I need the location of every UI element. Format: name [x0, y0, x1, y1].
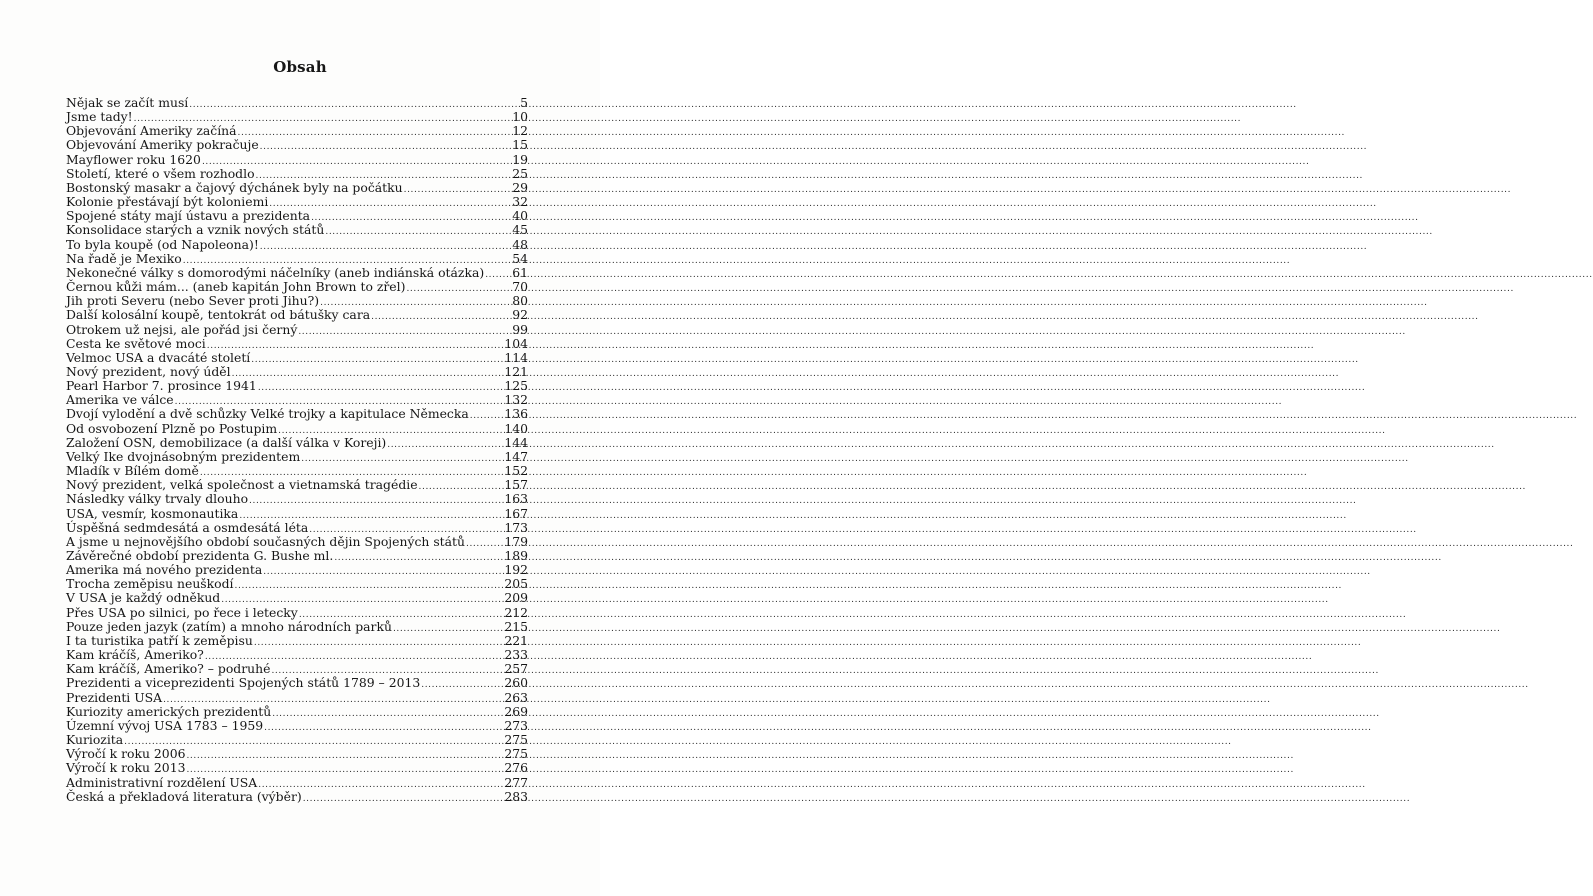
toc-entry — [66, 407, 528, 421]
toc-dot-leader — [325, 225, 511, 239]
toc-entry — [66, 138, 528, 152]
toc-entry-title: Kolonie přestávají být koloniemi — [66, 194, 269, 210]
toc-entry — [66, 195, 528, 209]
toc-entry — [66, 308, 528, 322]
toc-dot-leader — [298, 325, 511, 339]
toc-entry-title: Kam kráčíš, Ameriko? – podruhé — [66, 661, 271, 677]
toc-entry — [66, 591, 528, 605]
toc-entry-title: Založení OSN, demobilizace (a další válka v Koreji) — [66, 434, 387, 450]
toc-page-number: 92 — [512, 307, 528, 323]
toc-entry — [66, 549, 528, 563]
toc-page-number: 212 — [504, 604, 528, 620]
toc-page-number: 263 — [504, 689, 528, 705]
toc-entry-title: Bostonský masakr a čajový dýchánek byly na počátku — [66, 179, 403, 195]
toc-entry-title: Otrokem už nejsi, ale pořád jsi černý — [66, 321, 298, 337]
toc-dot-leader — [301, 452, 503, 466]
toc-entry — [66, 620, 528, 634]
toc-page-number: 70 — [512, 279, 528, 295]
toc-dot-leader — [264, 721, 503, 735]
toc-page-number: 48 — [512, 236, 528, 252]
toc-page-number: 260 — [504, 675, 528, 691]
toc-entry — [66, 478, 528, 492]
toc-entry-title: Objevování Ameriky pokračuje — [66, 137, 259, 153]
toc-entry — [66, 464, 528, 478]
page-title: Obsah — [273, 58, 327, 76]
toc-entry — [66, 577, 528, 591]
toc-entry — [66, 223, 528, 237]
toc-page-number: 276 — [504, 760, 528, 776]
toc-page-number: 10 — [512, 109, 528, 125]
toc-page-number: 273 — [504, 717, 528, 733]
toc-entry — [66, 450, 528, 464]
toc-page-number: 12 — [512, 123, 528, 139]
toc-entry-title: Jih proti Severu (nebo Sever proti Jihu?) — [66, 293, 320, 309]
toc-page-number: 275 — [504, 732, 528, 748]
toc-entry — [66, 422, 528, 436]
toc-entry — [66, 492, 528, 506]
toc-entry — [66, 181, 528, 195]
toc-entry — [66, 323, 528, 337]
toc-entry — [66, 393, 528, 407]
toc-dot-leader — [258, 381, 504, 395]
toc-page-number: 19 — [512, 151, 528, 167]
toc-page-number: 192 — [504, 562, 528, 578]
toc-dot-leader — [303, 792, 504, 806]
toc-entry-title: Územní vývoj USA 1783 – 1959 — [66, 717, 264, 733]
toc-entry — [66, 776, 528, 790]
toc-entry-title: Kam kráčíš, Ameriko? — [66, 647, 204, 663]
toc-entry — [66, 606, 528, 620]
toc-page-number: 125 — [504, 378, 528, 394]
toc-entry-title: Cesta ke světové moci — [66, 335, 206, 351]
toc-dot-leader — [260, 140, 512, 154]
book-page — [0, 0, 600, 896]
toc-page-number: 45 — [512, 222, 528, 238]
toc-page-number: 173 — [504, 519, 528, 535]
toc-dot-leader — [404, 183, 512, 197]
toc-page-number: 136 — [504, 406, 528, 422]
toc-entry-title: Kuriozita — [66, 732, 124, 748]
toc-page-number: 32 — [512, 194, 528, 210]
toc-page-number: 233 — [504, 647, 528, 663]
toc-page-number: 121 — [504, 363, 528, 379]
toc-page-number: 269 — [504, 703, 528, 719]
toc-page-number: 215 — [504, 618, 528, 634]
toc-entry — [66, 747, 528, 761]
toc-entry-title: Přes USA po silnici, po řece i letecky — [66, 604, 298, 620]
toc-dot-leader — [485, 268, 511, 282]
toc-entry-title: Amerika ve válce — [66, 392, 174, 408]
toc-entry-title: Trocha zeměpisu neuškodí — [66, 576, 234, 592]
toc-page-number: 104 — [504, 335, 528, 351]
toc-page-number: 132 — [504, 392, 528, 408]
toc-entry — [66, 209, 528, 223]
toc-entry-title: Nekonečné války s domorodými náčelníky (aneb indiánská otázka) — [66, 264, 485, 280]
toc-entry-title: Amerika má nového prezidenta — [66, 562, 263, 578]
toc-entry — [66, 365, 528, 379]
toc-page-number: 5 — [520, 95, 528, 110]
toc-page-number: 15 — [512, 137, 528, 153]
toc-entry — [66, 634, 528, 648]
toc-dot-leader — [189, 98, 519, 112]
toc-entry-title: Objevování Ameriky začíná — [66, 123, 237, 139]
toc-page-number: 54 — [512, 250, 528, 266]
toc-entry-title: Černou kůži mám... (aneb kapitán John Brown to zřel) — [66, 279, 406, 295]
toc-entry-title: Prezidenti a viceprezidenti Spojených států 1789 – 2013 — [66, 675, 421, 691]
toc-entry — [66, 535, 528, 549]
toc-entry — [66, 379, 528, 393]
toc-entry-title: Další kolosální koupě, tentokrát od bátušky cara — [66, 307, 371, 323]
toc-dot-leader — [334, 551, 503, 565]
toc-page-number: 283 — [504, 788, 528, 804]
toc-entry-title: Kuriozity amerických prezidentů — [66, 703, 272, 719]
toc-dot-leader — [311, 211, 511, 225]
toc-entry-title: To byla koupě (od Napoleona)! — [66, 236, 259, 252]
toc-page-number: 152 — [504, 463, 528, 479]
toc-dot-leader — [393, 622, 503, 636]
toc-entry — [66, 563, 528, 577]
toc-entry — [66, 252, 528, 266]
toc-entry — [66, 280, 528, 294]
toc-entry — [66, 705, 528, 719]
toc-dot-leader — [272, 707, 503, 721]
toc-entry-title: Úspěšná sedmdesátá a osmdesátá léta — [66, 519, 309, 535]
toc-page-number: 275 — [504, 746, 528, 762]
toc-entry — [66, 167, 528, 181]
toc-entry-title: Konsolidace starých a vznik nových států — [66, 222, 325, 238]
toc-page-number: 40 — [512, 208, 528, 224]
toc-dot-leader — [232, 367, 504, 381]
toc-entry-title: V USA je každý odněkud — [66, 590, 221, 606]
toc-entry-title: Jsme tady! — [66, 109, 133, 125]
toc-dot-leader — [263, 565, 503, 579]
toc-page-number: 209 — [504, 590, 528, 606]
toc-entry-title: Století, které o všem rozhodlo — [66, 165, 255, 181]
toc-entry — [66, 110, 528, 124]
toc-entry-title: Spojené státy mají ústavu a prezidenta — [66, 208, 311, 224]
toc-page-number: 167 — [504, 505, 528, 521]
toc-entry — [66, 648, 528, 662]
toc-page-number: 29 — [512, 179, 528, 195]
toc-page-number: 257 — [504, 661, 528, 677]
toc-entry — [66, 761, 528, 775]
toc-entry — [66, 436, 528, 450]
toc-dot-leader — [235, 579, 504, 593]
toc-entry — [66, 238, 528, 252]
toc-dot-leader — [254, 636, 503, 650]
toc-entry-title: Velký Ike dvojnásobným prezidentem — [66, 448, 301, 464]
toc-entry-title: Od osvobození Plzně po Postupim — [66, 420, 278, 436]
toc-entry-title: Administrativní rozdělení USA — [66, 774, 258, 790]
table-of-contents — [66, 96, 528, 804]
toc-page-number: 157 — [504, 477, 528, 493]
toc-entry — [66, 790, 528, 804]
toc-dot-leader — [466, 537, 503, 551]
toc-page-number: 277 — [504, 774, 528, 790]
toc-page-number: 144 — [504, 434, 528, 450]
toc-entry — [66, 521, 528, 535]
toc-entry — [66, 676, 528, 690]
toc-dot-leader — [419, 480, 504, 494]
toc-entry-title: Následky války trvaly dlouho — [66, 491, 249, 507]
toc-page-number: 25 — [512, 165, 528, 181]
toc-entry-title: Mladík v Bílém domě — [66, 463, 199, 479]
toc-entry-title: Velmoc USA a dvacáté století — [66, 349, 251, 365]
toc-entry — [66, 124, 528, 138]
toc-page-number: 189 — [504, 548, 528, 563]
toc-dot-leader — [238, 126, 512, 140]
toc-entry-title: Výročí k roku 2013 — [66, 760, 186, 776]
toc-entry-title: Nějak se začít musí — [66, 95, 189, 110]
toc-page-number: 140 — [504, 420, 528, 436]
toc-page-number: 179 — [504, 533, 528, 549]
toc-page-number: 61 — [512, 264, 528, 280]
toc-dot-leader — [249, 494, 503, 508]
toc-page-number: 99 — [512, 321, 528, 337]
toc-entry-title: Prezidenti USA — [66, 689, 163, 705]
toc-entry-title: Pouze jeden jazyk (zatím) a mnoho národních parků — [66, 618, 392, 634]
toc-entry-title: Na řadě je Mexiko — [66, 250, 182, 266]
toc-entry-title: A jsme u nejnovějšího období současných dějin Spojených států — [66, 533, 465, 549]
toc-dot-leader — [421, 678, 503, 692]
toc-entry — [66, 691, 528, 705]
toc-dot-leader — [406, 282, 511, 296]
toc-entry — [66, 153, 528, 167]
toc-entry-title: Mayflower roku 1620 — [66, 151, 201, 167]
toc-entry — [66, 351, 528, 365]
toc-entry — [66, 294, 528, 308]
toc-entry-title: Výročí k roku 2006 — [66, 746, 186, 762]
toc-entry-title: Dvojí vylodění a dvě schůzky Velké trojky a kapitulace Německa — [66, 406, 469, 422]
toc-entry — [66, 662, 528, 676]
toc-entry-title: USA, vesmír, kosmonautika — [66, 505, 239, 521]
toc-page-number: 114 — [504, 349, 528, 365]
toc-entry-title: Nový prezident, velká společnost a vietnamská tragédie — [66, 477, 418, 493]
toc-page-number: 221 — [504, 632, 528, 648]
toc-dot-leader — [251, 353, 503, 367]
toc-dot-leader — [371, 310, 511, 324]
toc-entry — [66, 507, 528, 521]
toc-entry-title: Nový prezident, nový úděl — [66, 363, 231, 379]
toc-entry — [66, 733, 528, 747]
toc-dot-leader — [387, 438, 503, 452]
toc-page-number: 80 — [512, 293, 528, 309]
toc-page-number: 205 — [504, 576, 528, 592]
toc-page-number: 147 — [504, 448, 528, 464]
toc-entry-title: I ta turistika patří k zeměpisu — [66, 632, 253, 648]
toc-entry — [66, 266, 528, 280]
toc-entry-title: Závěrečné období prezidenta G. Bushe ml. — [66, 548, 334, 563]
toc-entry-title: Česká a překladová literatura (výběr) — [66, 788, 302, 804]
toc-page-number: 163 — [504, 491, 528, 507]
toc-entry-title: Pearl Harbor 7. prosince 1941 — [66, 378, 257, 394]
toc-dot-leader — [186, 749, 503, 763]
toc-entry — [66, 337, 528, 351]
toc-dot-leader — [470, 409, 504, 423]
toc-entry — [66, 719, 528, 733]
toc-dot-leader — [260, 240, 511, 254]
toc-entry — [66, 96, 528, 110]
